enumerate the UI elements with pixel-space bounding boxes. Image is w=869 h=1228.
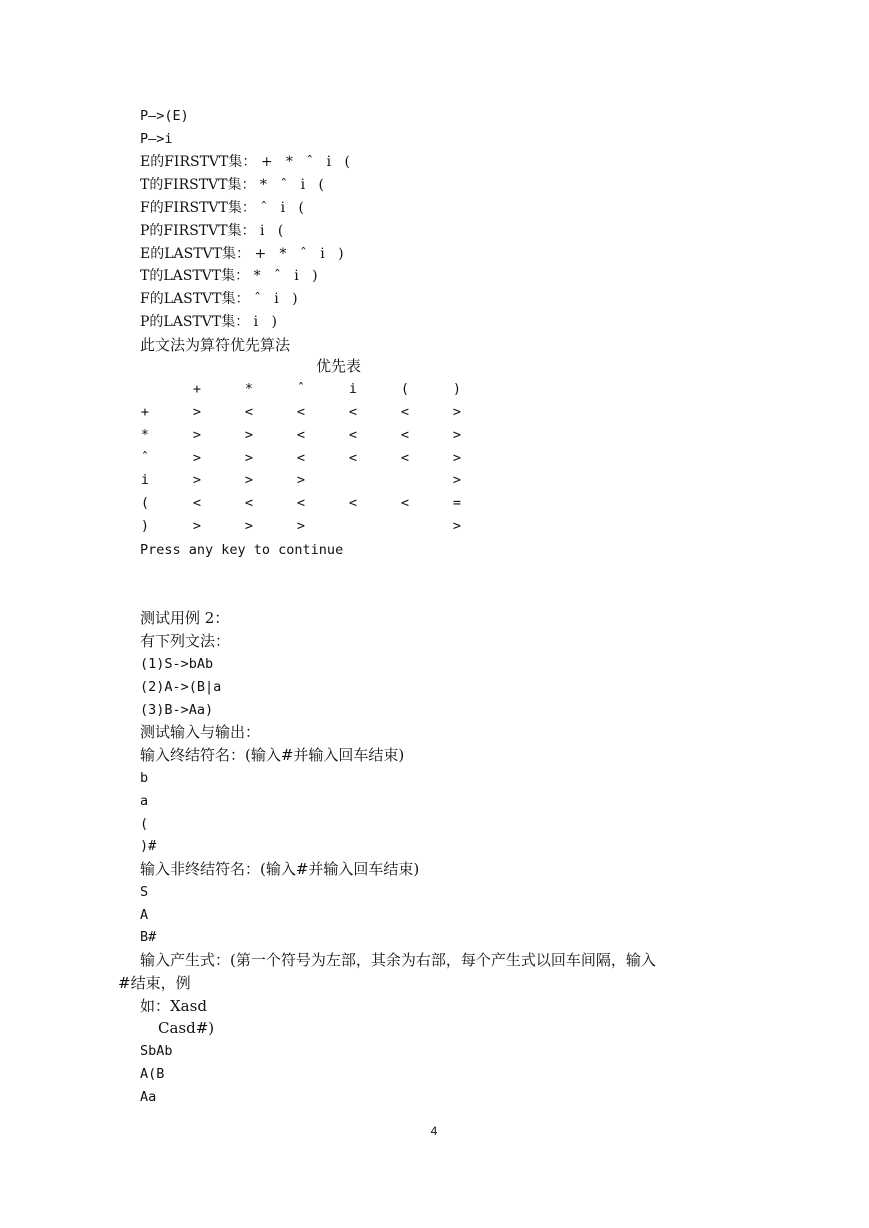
- table-cell: <: [400, 449, 410, 466]
- table-cell: >: [452, 426, 462, 443]
- table-row-label: ˆ: [140, 449, 150, 466]
- production-prompt-wrap: #结束，例: [118, 974, 191, 992]
- press-any-key-line: Press any key to continue: [140, 542, 344, 558]
- table-cell: >: [452, 404, 462, 420]
- table-cell: >: [244, 472, 254, 489]
- table-column-header: (: [400, 381, 410, 397]
- table-row-label: (: [140, 495, 150, 512]
- table-cell: =: [452, 495, 462, 512]
- nonterminal-input-line: A: [140, 907, 149, 923]
- table-cell: <: [296, 426, 306, 443]
- grammar-rule-line: (1)S->bAb: [140, 656, 214, 672]
- table-cell: >: [452, 449, 462, 466]
- production-input-line: A(B: [140, 1066, 165, 1082]
- table-cell: <: [348, 404, 358, 420]
- table-cell: >: [192, 426, 202, 443]
- lastvt-line: E的LASTVT集： + * ˆ i ): [140, 246, 344, 262]
- table-cell: >: [296, 472, 306, 489]
- grammar-rule-line: P—>i: [140, 131, 173, 147]
- nonterminal-input-line: S: [140, 884, 149, 900]
- table-cell: <: [192, 495, 202, 512]
- lastvt-line: F的LASTVT集： ˆ i ): [140, 291, 298, 307]
- table-cell: <: [296, 495, 306, 512]
- io-heading: 测试输入与输出：: [140, 723, 261, 741]
- table-cell: <: [400, 404, 410, 420]
- table-cell: >: [452, 472, 462, 489]
- table-column-header: ˆ: [296, 381, 306, 397]
- table-cell: >: [244, 449, 254, 466]
- table-cell: <: [348, 449, 358, 466]
- production-input-line: Aa: [140, 1089, 157, 1105]
- table-cell: <: [244, 404, 254, 420]
- terminal-prompt: 输入终结符名：(输入#并输入回车结束): [140, 746, 405, 764]
- grammar-rule-line: (3)B->Aa): [140, 702, 214, 718]
- firstvt-line: P的FIRSTVT集： i (: [140, 223, 284, 239]
- table-title: 优先表: [316, 357, 362, 375]
- table-row-label: *: [140, 426, 150, 443]
- terminal-input-line: b: [140, 770, 149, 786]
- table-cell: >: [244, 426, 254, 443]
- table-cell: >: [244, 518, 254, 534]
- table-cell: >: [192, 518, 202, 534]
- table-column-header: +: [192, 381, 202, 397]
- production-example-cont: Casd#): [158, 1019, 215, 1037]
- page-number: 4: [430, 1124, 438, 1138]
- section-heading: 测试用例 2：: [140, 609, 230, 627]
- grammar-rule-line: (2)A->(B|a: [140, 679, 222, 695]
- nonterminal-prompt: 输入非终结符名：(输入#并输入回车结束): [140, 860, 420, 878]
- grammar-rule-line: P—>(E): [140, 108, 189, 124]
- table-cell: <: [296, 404, 306, 420]
- table-cell: >: [192, 449, 202, 466]
- table-column-header: ): [452, 381, 462, 397]
- table-cell: <: [400, 495, 410, 512]
- table-cell: <: [348, 426, 358, 443]
- production-prompt: 输入产生式：(第一个符号为左部，其余为右部，每个产生式以回车间隔，输入: [140, 951, 656, 969]
- table-column-header: i: [348, 381, 358, 397]
- table-row-label: ): [140, 518, 150, 534]
- terminal-input-line: )#: [140, 838, 157, 854]
- table-cell: >: [296, 518, 306, 534]
- table-cell: <: [348, 495, 358, 512]
- firstvt-line: T的FIRSTVT集： * ˆ i (: [140, 177, 324, 193]
- production-example: 如：Xasd: [140, 997, 207, 1015]
- table-cell: >: [192, 404, 202, 420]
- table-column-header: *: [244, 381, 254, 397]
- table-cell: <: [244, 495, 254, 512]
- terminal-input-line: a: [140, 793, 149, 809]
- table-cell: <: [296, 449, 306, 466]
- table-cell: >: [192, 472, 202, 489]
- conclusion-line: 此文法为算符优先算法: [140, 336, 291, 354]
- production-input-line: SbAb: [140, 1043, 173, 1059]
- table-row-label: i: [140, 472, 150, 489]
- nonterminal-input-line: B#: [140, 929, 157, 945]
- lastvt-line: P的LASTVT集： i ): [140, 314, 277, 330]
- table-cell: >: [452, 518, 462, 534]
- terminal-input-line: (: [140, 816, 149, 832]
- table-cell: <: [400, 426, 410, 443]
- firstvt-line: E的FIRSTVT集： + * ˆ i (: [140, 154, 350, 170]
- table-row-label: +: [140, 404, 150, 420]
- lastvt-line: T的LASTVT集： * ˆ i ): [140, 268, 318, 284]
- section-intro: 有下列文法：: [140, 632, 231, 650]
- firstvt-line: F的FIRSTVT集： ˆ i (: [140, 200, 304, 216]
